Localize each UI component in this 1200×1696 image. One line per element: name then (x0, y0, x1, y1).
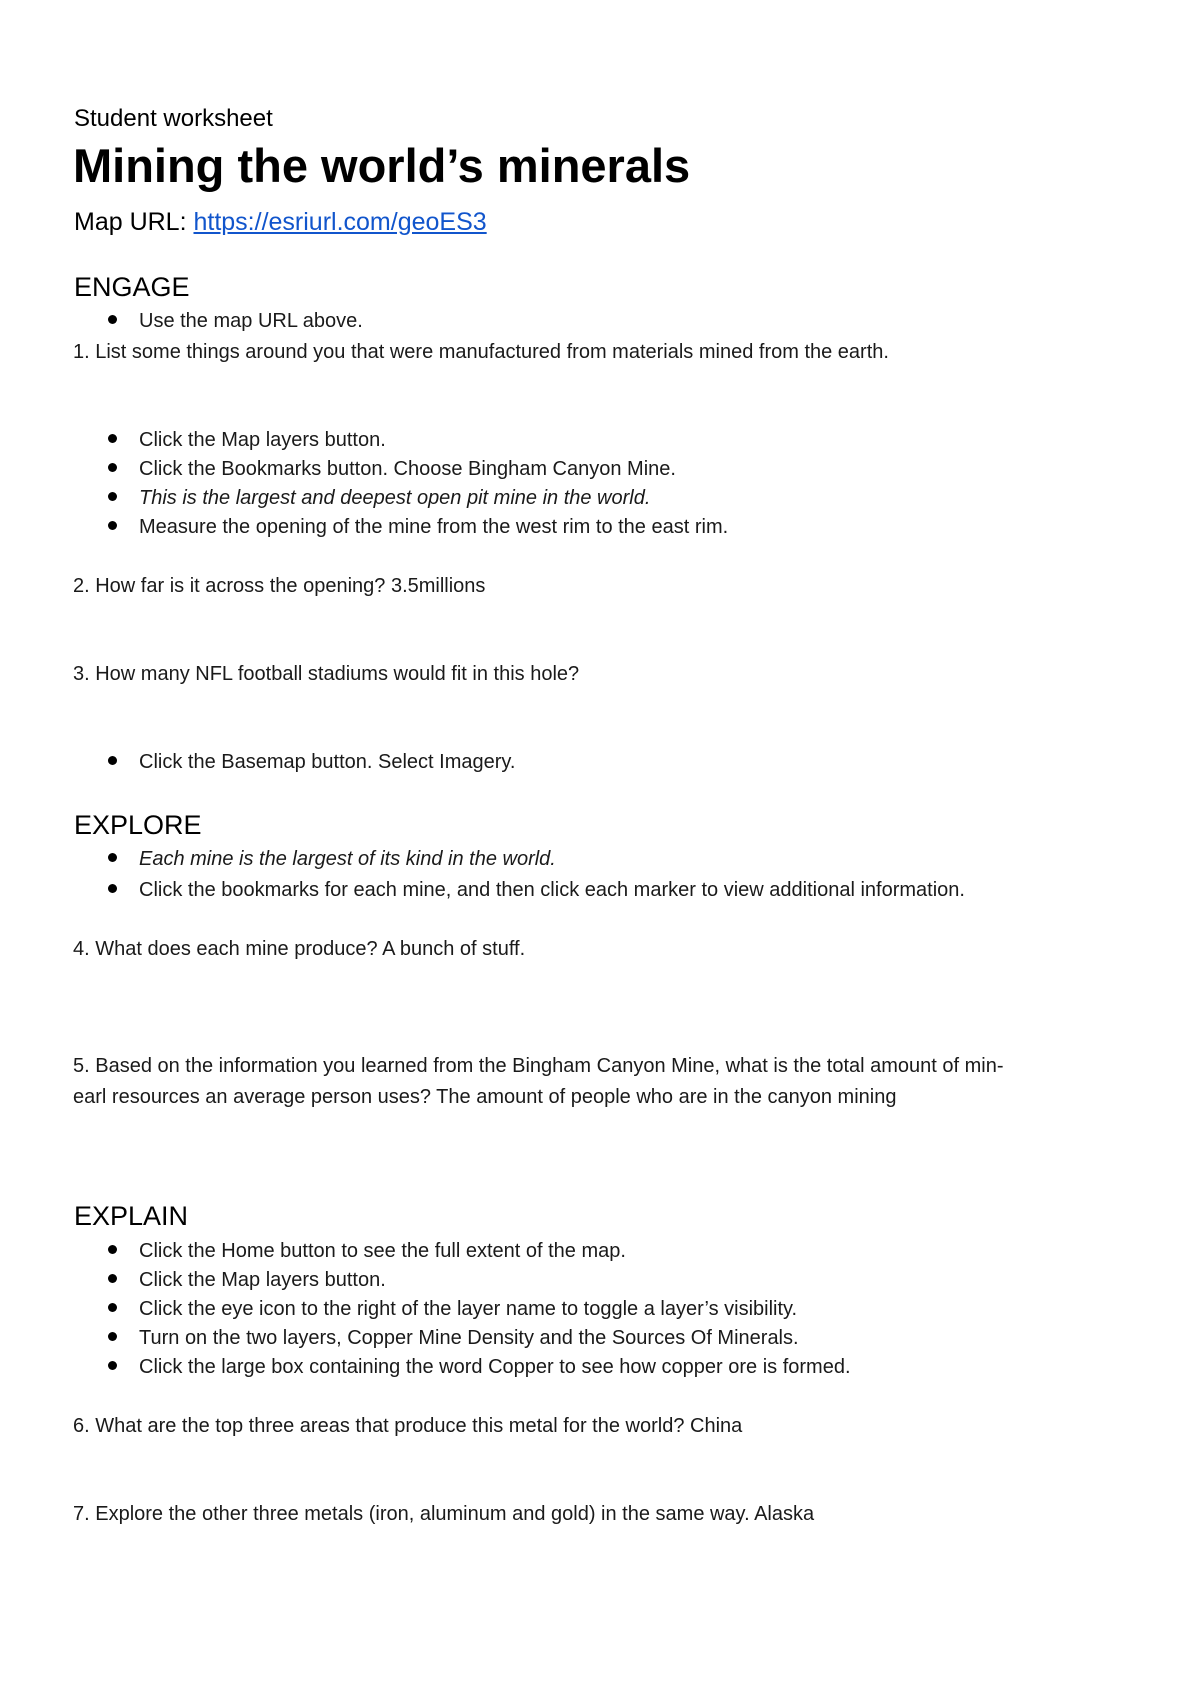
question-5-line-1: 5. Based on the information you learned from the Bingham Canyon Mine, what is the total amount of min- (73, 1055, 1004, 1077)
bullet-icon (108, 492, 117, 501)
map-url-label: Map URL: (74, 208, 194, 236)
worksheet-title: Mining the world’s minerals (73, 139, 691, 192)
list-item: Each mine is the largest of its kind in the world. (108, 845, 556, 873)
bullet-icon (108, 434, 117, 443)
worksheet-subtitle: Student worksheet (74, 105, 273, 132)
list-item: Click the Bookmarks button. Choose Bingham Canyon Mine. (108, 455, 676, 483)
section-heading-engage: ENGAGE (74, 272, 190, 302)
question-4: 4. What does each mine produce? A bunch of stuff. (73, 938, 526, 960)
bullet-icon (108, 521, 117, 530)
list-item: Click the large box containing the word Copper to see how copper ore is formed. (108, 1353, 851, 1381)
bullet-icon (108, 853, 117, 862)
bullet-icon (108, 463, 117, 472)
list-item: Click the Basemap button. Select Imagery. (108, 748, 515, 776)
bullet-icon (108, 756, 117, 765)
list-item: Measure the opening of the mine from the west rim to the east rim. (108, 513, 728, 541)
list-item: Click the Map layers button. (108, 426, 386, 454)
list-item: Click the Map layers button. (108, 1266, 386, 1294)
question-3: 3. How many NFL football stadiums would fit in this hole? (73, 663, 580, 685)
question-5-line-2: earl resources an average person uses? The amount of people who are in the canyon mining (73, 1086, 897, 1108)
bullet-icon (108, 884, 117, 893)
list-item: Turn on the two layers, Copper Mine Density and the Sources Of Minerals. (108, 1324, 799, 1352)
list-item: Use the map URL above. (108, 307, 363, 335)
map-url-line (74, 206, 487, 238)
map-url-link[interactable]: https://esriurl.com/geoES3 (193, 208, 487, 236)
list-item: This is the largest and deepest open pit mine in the world. (108, 484, 650, 512)
list-item: Click the bookmarks for each mine, and then click each marker to view additional information. (108, 876, 965, 904)
question-6: 6. What are the top three areas that produce this metal for the world? China (73, 1415, 743, 1437)
section-heading-explain: EXPLAIN (74, 1201, 189, 1231)
bullet-icon (108, 1274, 117, 1283)
section-heading-explore: EXPLORE (74, 810, 202, 840)
bullet-icon (108, 1303, 117, 1312)
list-item: Click the eye icon to the right of the layer name to toggle a layer’s visibility. (108, 1295, 797, 1323)
bullet-icon (108, 1361, 117, 1370)
question-7: 7. Explore the other three metals (iron, aluminum and gold) in the same way. Alaska (73, 1503, 815, 1525)
bullet-icon (108, 1245, 117, 1254)
bullet-icon (108, 315, 117, 324)
bullet-icon (108, 1332, 117, 1341)
question-1: 1. List some things around you that were manufactured from materials mined from the earth. (73, 341, 889, 363)
question-2: 2. How far is it across the opening? 3.5millions (73, 575, 486, 597)
list-item: Click the Home button to see the full extent of the map. (108, 1237, 626, 1265)
